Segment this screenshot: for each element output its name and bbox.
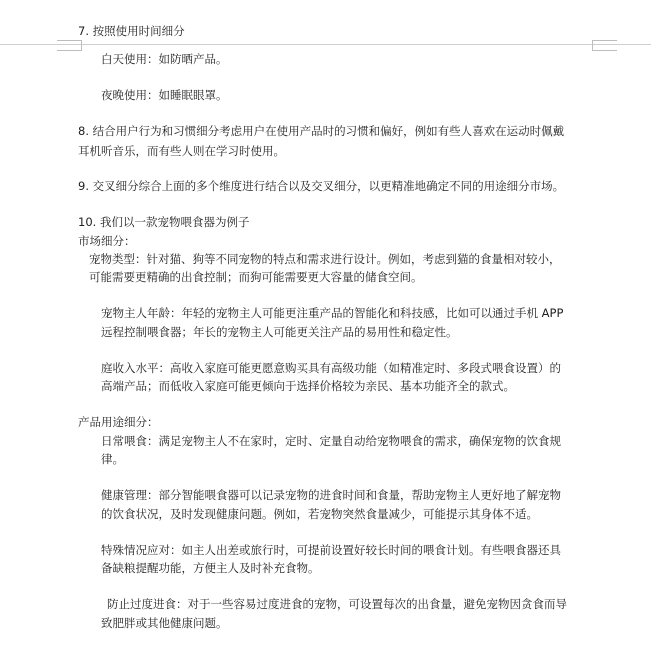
overeating-prevention-line-2: 致肥胖或其他健康问题。 bbox=[101, 616, 228, 630]
night-use: 夜晚使用：如睡眠眼罩。 bbox=[101, 88, 228, 102]
owner-age-line-2: 远程控制喂食器；年长的宠物主人可能更关注产品的易用性和稳定性。 bbox=[101, 325, 458, 339]
owner-age-line-1: 宠物主人年龄：年轻的宠物主人可能更注重产品的智能化和科技感，比如可以通过手机 APP bbox=[101, 306, 564, 320]
income-level-line-1: 庭收入水平：高收入家庭可能更愿意购买具有高级功能（如精准定时、多段式喂食设置）的 bbox=[101, 361, 561, 375]
list-item-10: 10. 我们以一款宠物喂食器为例子 bbox=[78, 215, 250, 229]
list-item-9: 9. 交叉细分综合上面的多个维度进行结合以及交叉细分，以更精准地确定不同的用途细分市场。 bbox=[78, 179, 565, 193]
page-top-border bbox=[0, 44, 651, 45]
market-segmentation-heading: 市场细分： bbox=[78, 234, 136, 248]
pet-type-line-1: 宠物类型：针对猫、狗等不同宠物的特点和需求进行设计。例如，考虑到猫的食量相对较小， bbox=[89, 252, 561, 266]
list-item-8-line-1: 8. 结合用户行为和习惯细分考虑用户在使用产品时的习惯和偏好，例如有些人喜欢在运动时佩戴 bbox=[78, 124, 565, 138]
special-situation-line-1: 特殊情况应对：如主人出差或旅行时，可提前设置好较长时间的喂食计划。有些喂食器还具 bbox=[101, 543, 561, 557]
list-item-7: 7. 按照使用时间细分 bbox=[78, 24, 185, 38]
health-management-line-1: 健康管理：部分智能喂食器可以记录宠物的进食时间和食量，帮助宠物主人更好地了解宠物 bbox=[101, 488, 561, 502]
usage-segmentation-heading: 产品用途细分： bbox=[78, 415, 159, 429]
health-management-line-2: 的饮食状况，及时发现健康问题。例如，若宠物突然食量减少，可能提示其身体不适。 bbox=[101, 507, 538, 521]
special-situation-line-2: 备缺粮提醒功能，方便主人及时补充食物。 bbox=[101, 561, 320, 575]
pet-type-line-2: 可能需要更精确的出食控制；而狗可能需要更大容量的储食空间。 bbox=[89, 270, 423, 284]
daily-feeding-line-2: 律。 bbox=[101, 452, 124, 466]
income-level-line-2: 高端产品；而低收入家庭可能更倾向于选择价格较为亲民、基本功能齐全的款式。 bbox=[101, 379, 515, 393]
overeating-prevention-line-1: 防止过度进食：对于一些容易过度进食的宠物，可设置每次的出食量，避免宠物因贪食而导 bbox=[107, 597, 567, 611]
daytime-use: 白天使用：如防晒产品。 bbox=[101, 52, 228, 66]
left-margin-marker bbox=[57, 40, 82, 51]
daily-feeding-line-1: 日常喂食：满足宠物主人不在家时，定时、定量自动给宠物喂食的需求，确保宠物的饮食规 bbox=[101, 434, 561, 448]
list-item-8-line-2: 耳机听音乐，而有些人则在学习时使用。 bbox=[78, 144, 285, 158]
right-margin-marker bbox=[592, 40, 617, 51]
